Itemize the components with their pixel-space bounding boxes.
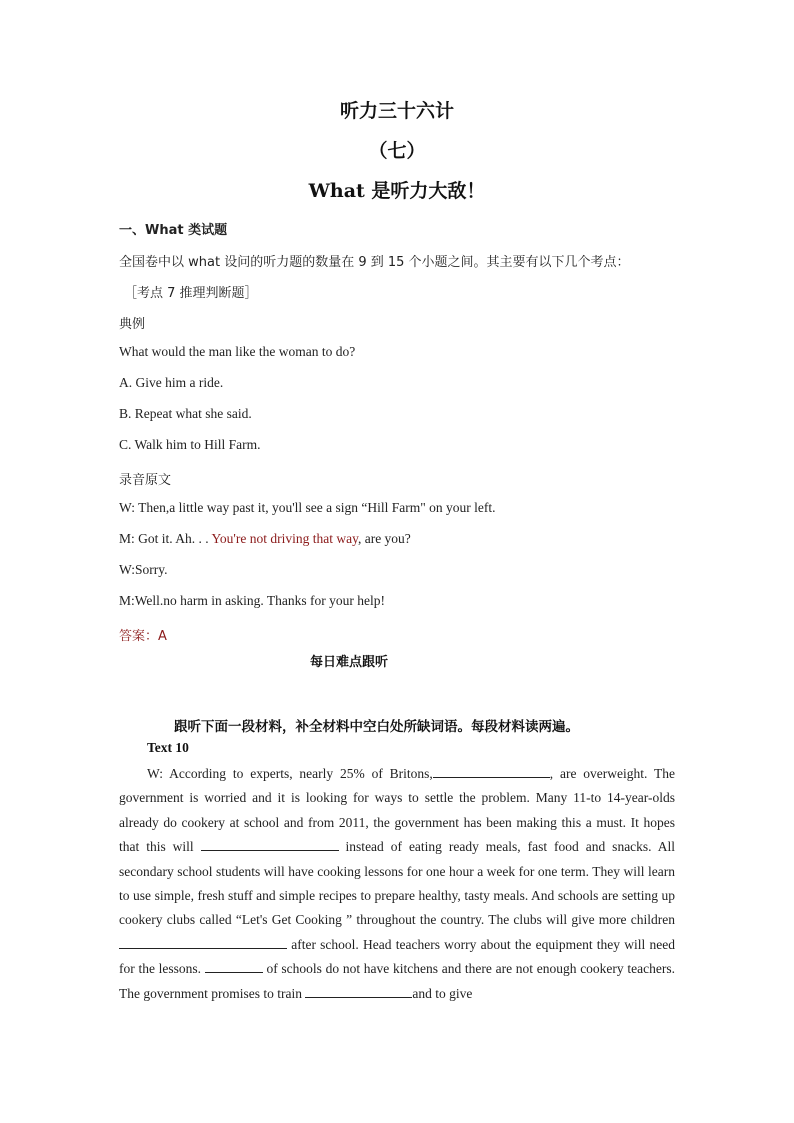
transcript-line-m1-highlight: You're not driving that way [211, 531, 358, 546]
transcript-line-w1: W: Then,a little way past it, you'll see a sign “Hill Farm" on your left. [119, 500, 496, 515]
paragraph-segment-2: , are overweight. The government is worried and it is looking for ways to settle the problem. Many 11-to 14-year-olds already do cookery at school and from 2011, the government has been making this a must. It hopes that this will [119, 766, 675, 855]
doc-subtitle: What 是听力大敌！ [308, 180, 486, 202]
blank-4[interactable] [205, 960, 263, 973]
paragraph-segment-6: and to give [412, 985, 473, 1001]
answer-value: A [158, 629, 167, 644]
doc-part-number: （七） [368, 140, 426, 162]
transcript-line-m1 [119, 531, 411, 547]
blank-3[interactable] [119, 936, 287, 949]
blank-1[interactable] [433, 765, 550, 778]
blank-5[interactable] [305, 985, 412, 998]
section-heading-what: 一、What 类试题 [119, 223, 228, 238]
transcript-line-m1-start: M: Got it. Ah. . . [119, 531, 212, 546]
doc-title: 听力三十六计 [339, 100, 454, 122]
text-label: Text 10 [147, 740, 189, 755]
transcript-line-m1-end: , are you? [357, 531, 411, 546]
section-heading-daily: 每日难点跟听 [310, 655, 389, 670]
paragraph-segment-3: instead of eating ready meals, fast food and snacks. All secondary school students will have cooking lessons for one hour a week for one term. They will learn to use simple, fresh stuff and simple recipes to prepare healthy, tasty meals. And schools are setting up cookery clubs called “Let's Get Cooking ” throughout the country. The clubs will give more children [119, 839, 676, 928]
transcript-label: 录音原文 [119, 473, 172, 488]
blank-2[interactable] [201, 838, 339, 851]
dictation-paragraph [119, 762, 675, 1006]
answer-label: 答案： [119, 629, 159, 644]
test-point-label: ［考点 7 推理判断题］ [124, 286, 258, 301]
transcript-line-w2: W:Sorry. [119, 562, 168, 577]
section-intro: 全国卷中以 what 设问的听力题的数量在 9 到 15 个小题之间。其主要有以下几个考点： [119, 255, 630, 270]
option-a: A. Give him a ride. [119, 375, 224, 390]
example-label: 典例 [119, 317, 146, 332]
example-question: What would the man like the woman to do? [119, 344, 356, 359]
option-c: C. Walk him to Hill Farm. [119, 437, 261, 452]
paragraph-segment-4: after school. Head teachers worry about the equipment they will need for the lessons. [119, 936, 675, 977]
paragraph-segment-1: W: According to experts, nearly 25% of Britons, [147, 766, 433, 781]
transcript-line-m2: M:Well.no harm in asking. Thanks for your help! [119, 593, 385, 608]
answer-line [119, 625, 167, 644]
option-b: B. Repeat what she said. [119, 406, 252, 421]
paragraph-segment-5: of schools do not have kitchens and there are not enough cookery teachers. The government promises to train [119, 961, 675, 1001]
listening-instruction: 跟听下面一段材料，补全材料中空白处所缺词语。每段材料读两遍。 [174, 719, 579, 735]
